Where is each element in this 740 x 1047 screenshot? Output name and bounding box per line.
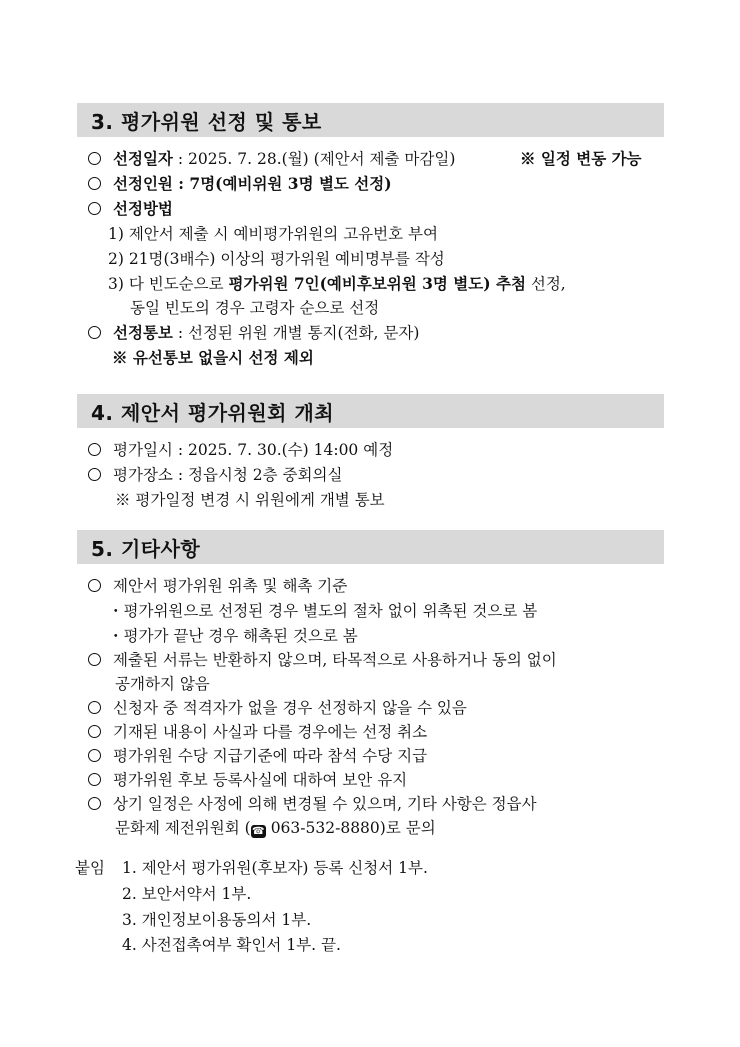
etc-item-4-text: 기재된 내용이 사실과 다를 경우에는 선정 취소 <box>113 723 428 741</box>
selection-notify-line <box>88 323 419 343</box>
etc-item-5 <box>88 746 427 766</box>
selection-date-value: : 2025. 7. 28.(월) (제안서 제출 마감일) <box>172 150 456 168</box>
eval-date-line <box>88 440 393 460</box>
selection-notify-value: : 선정된 위원 개별 통지(전화, 문자) <box>172 324 420 342</box>
circle-bullet-icon <box>88 468 101 481</box>
etc-item-3-text: 신청자 중 적격자가 없을 경우 선정하지 않을 수 있음 <box>113 699 467 717</box>
attachment-item-2: 2. 보안서약서 1부. <box>122 885 252 903</box>
selection-method-3-post: 선정, <box>525 275 566 293</box>
selection-notify-note: ※ 유선통보 없을시 선정 제외 <box>112 348 314 367</box>
eval-date-text: 평가일시 : 2025. 7. 30.(수) 14:00 예정 <box>113 441 394 459</box>
etc-item-5-text: 평가위원 수당 지급기준에 따라 참석 수당 지급 <box>113 747 428 765</box>
etc-item-7-cont <box>115 818 436 838</box>
etc-item-2-text: 제출된 서류는 반환하지 않으며, 타목적으로 사용하거나 동의 없이 <box>113 651 557 669</box>
circle-bullet-icon <box>88 653 101 666</box>
circle-bullet-icon <box>88 152 101 165</box>
circle-bullet-icon <box>88 443 101 456</box>
selection-count-label: 선정인원 <box>113 174 173 193</box>
selection-date-note: ※ 일정 변동 가능 <box>520 149 642 168</box>
section-header-3 <box>77 103 664 137</box>
etc-item-1-sub-1: ・평가위원으로 선정된 경우 별도의 절차 없이 위촉된 것으로 봄 <box>108 602 538 620</box>
etc-item-6 <box>88 770 407 790</box>
eval-note: ※ 평가일정 변경 시 위원에게 개별 통보 <box>115 491 385 509</box>
selection-notify-label: 선정통보 <box>113 323 173 342</box>
attachment-item-4: 4. 사전접촉여부 확인서 1부. 끝. <box>122 936 341 954</box>
selection-method-2: 2) 21명(3배수) 이상의 평가위원 예비명부를 작성 <box>108 250 445 268</box>
section-title-3: 3. 평가위원 선정 및 통보 <box>91 109 322 134</box>
etc-item-2 <box>88 650 557 670</box>
etc-item-1-text: 제안서 평가위원 위촉 및 해촉 기준 <box>113 577 348 595</box>
etc-item-1 <box>88 576 347 596</box>
attachment-item-3: 3. 개인정보이용동의서 1부. <box>122 911 312 929</box>
attachment-label: 붙임 <box>75 859 105 877</box>
eval-place-line <box>88 465 342 485</box>
etc-item-7-text: 상기 일정은 사정에 의해 변경될 수 있으며, 기타 사항은 정읍사 <box>113 795 537 813</box>
selection-method-3-cont: 동일 빈도의 경우 고령자 순으로 선정 <box>130 299 380 317</box>
selection-date-line <box>88 149 455 169</box>
selection-count-line <box>88 174 392 194</box>
circle-bullet-icon <box>88 797 101 810</box>
etc-item-7-cont-pre: 문화제 제전위원회 ( <box>115 819 251 837</box>
selection-method-1: 1) 제안서 제출 시 예비평가위원의 고유번호 부여 <box>108 225 438 243</box>
selection-method-3-pre: 3) 다 빈도순으로 <box>108 275 229 293</box>
etc-item-7 <box>88 794 537 814</box>
circle-bullet-icon <box>88 725 101 738</box>
selection-method-label: 선정방법 <box>113 199 173 218</box>
selection-count-value: : 7명(예비위원 3명 별도 선정) <box>172 174 392 193</box>
etc-item-4 <box>88 722 427 742</box>
etc-item-1-sub-2: ・평가가 끝난 경우 해촉된 것으로 봄 <box>108 627 358 645</box>
circle-bullet-icon <box>88 773 101 786</box>
circle-bullet-icon <box>88 202 101 215</box>
etc-item-6-text: 평가위원 후보 등록사실에 대하여 보안 유지 <box>113 771 408 789</box>
etc-item-7-cont-post: )로 문의 <box>379 819 436 837</box>
section-header-5 <box>77 530 664 564</box>
eval-place-text: 평가장소 : 정읍시청 2층 중회의실 <box>113 466 343 484</box>
selection-date-label: 선정일자 <box>113 149 173 168</box>
section-title-5: 5. 기타사항 <box>91 536 201 561</box>
selection-method-line <box>88 199 173 219</box>
circle-bullet-icon <box>88 701 101 714</box>
etc-item-2-cont: 공개하지 않음 <box>115 675 210 693</box>
section-title-4: 4. 제안서 평가위원회 개최 <box>91 400 335 425</box>
circle-bullet-icon <box>88 177 101 190</box>
etc-item-3 <box>88 698 467 718</box>
circle-bullet-icon <box>88 749 101 762</box>
circle-bullet-icon <box>88 579 101 592</box>
selection-method-3-bold: 평가위원 7인(예비후보위원 3명 별도) 추첨 <box>228 274 526 293</box>
selection-method-3 <box>108 274 566 294</box>
contact-phone-number: 063-532-8880 <box>270 819 380 837</box>
circle-bullet-icon <box>88 326 101 339</box>
attachment-item-1: 1. 제안서 평가위원(후보자) 등록 신청서 1부. <box>122 859 428 877</box>
section-header-4 <box>77 394 664 428</box>
telephone-icon: ☎ <box>251 826 265 837</box>
